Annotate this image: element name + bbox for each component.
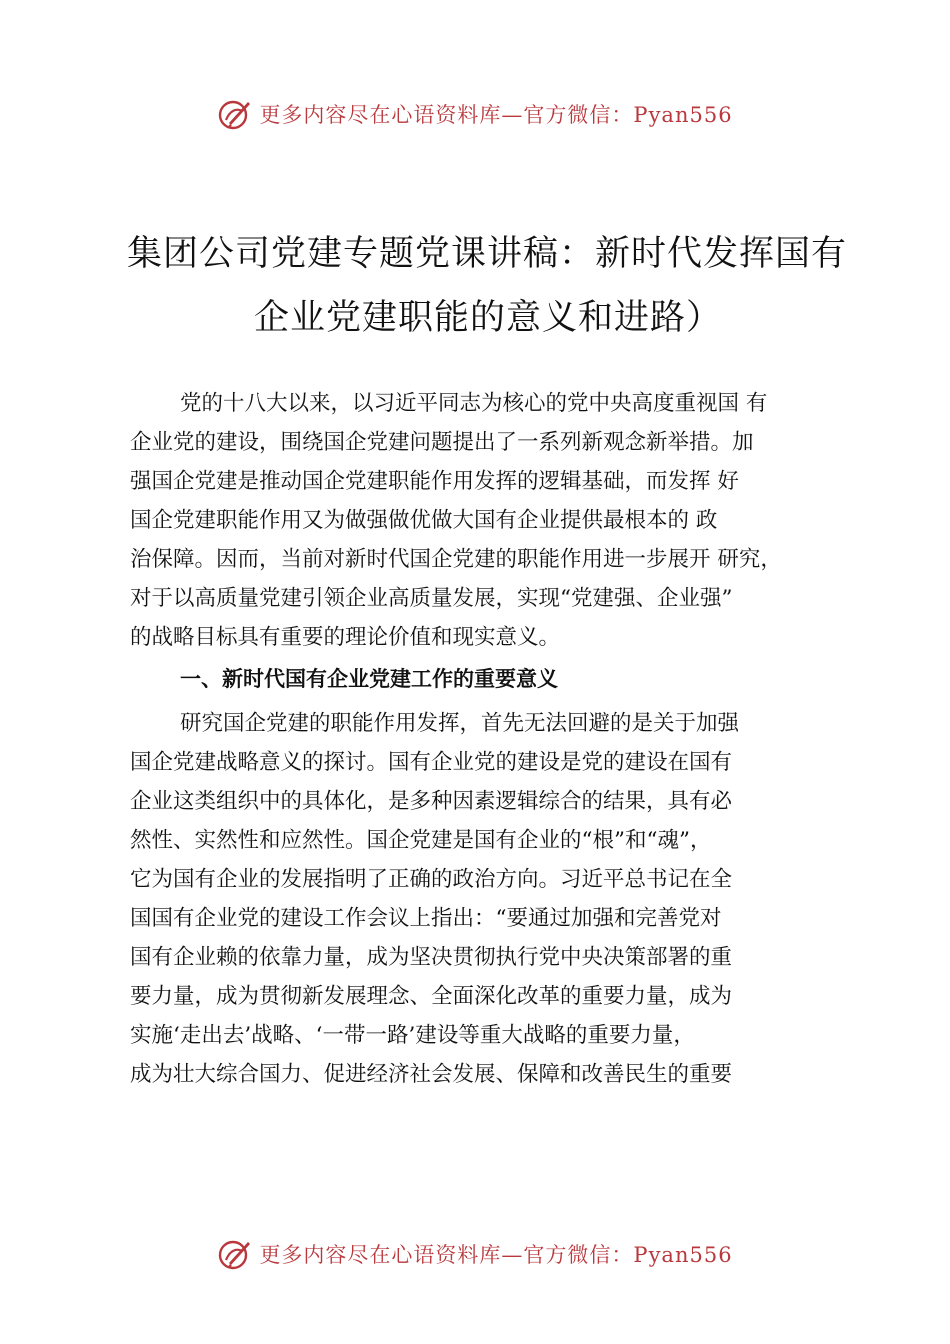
paragraph-line: 强国企党建是推动国企党建职能作用发挥的逻辑基础，而发挥 好: [130, 469, 739, 494]
paragraph-line: 国国有企业党的建设工作会议上指出：“要通过加强和完善党对: [130, 906, 722, 931]
paragraph-line: 它为国有企业的发展指明了正确的政治方向。习近平总书记在全: [130, 867, 733, 892]
section-heading: 一、新时代国有企业党建工作的重要意义: [180, 667, 558, 691]
paragraph-line: 国有企业赖的依靠力量，成为坚决贯彻执行党中央决策部署的重: [130, 945, 733, 970]
paragraph-intro: [130, 384, 850, 657]
paragraph-line: 企业党的建设，围绕国企党建问题提出了一系列新观念新举措。加: [130, 430, 754, 455]
header-banner: [0, 92, 950, 136]
paragraph-line: 国企党建职能作用又为做强做优做大国有企业提供最根本的 政: [130, 508, 718, 533]
banner-text: 更多内容尽在心语资料库—官方微信：Pyan556: [259, 1243, 733, 1267]
paragraph-significance: [130, 704, 850, 1094]
brush-pen-logo-icon: [217, 96, 253, 132]
footer-banner: [0, 1232, 950, 1276]
paragraph-line: 党的十八大以来，以习近平同志为核心的党中央高度重视国 有: [180, 391, 768, 416]
document-title-line-2: 企业党建职能的意义和进路）: [254, 298, 723, 338]
paragraph-line: 要力量，成为贯彻新发展理念、全面深化改革的重要力量，成为: [130, 984, 733, 1009]
paragraph-line: 治保障。因而，当前对新时代国企党建的职能作用进一步展开 研究，: [130, 547, 782, 572]
paragraph-line: 成为壮大综合国力、促进经济社会发展、保障和改善民生的重要: [130, 1062, 733, 1087]
paragraph-line: 然性、实然性和应然性。国企党建是国有企业的“根”和“魂”，: [130, 828, 712, 853]
paragraph-line: 实施‘走出去’战略、‘一带一路’建设等重大战略的重要力量，: [130, 1023, 695, 1048]
paragraph-line: 企业这类组织中的具体化，是多种因素逻辑综合的结果，具有必: [130, 789, 733, 814]
paragraph-line: 国企党建战略意义的探讨。国有企业党的建设是党的建设在国有: [130, 750, 733, 775]
brush-pen-logo-icon: [217, 1236, 253, 1272]
document-title-line-1: 集团公司党建专题党课讲稿：新时代发挥国有: [127, 234, 848, 274]
paragraph-line: 研究国企党建的职能作用发挥，首先无法回避的是关于加强: [180, 711, 740, 736]
paragraph-line: 的战略目标具有重要的理论价值和现实意义。: [130, 625, 561, 650]
paragraph-line: 对于以高质量党建引领企业高质量发展，实现“党建强、企业强”: [130, 586, 733, 611]
banner-text: 更多内容尽在心语资料库—官方微信：Pyan556: [259, 103, 733, 127]
